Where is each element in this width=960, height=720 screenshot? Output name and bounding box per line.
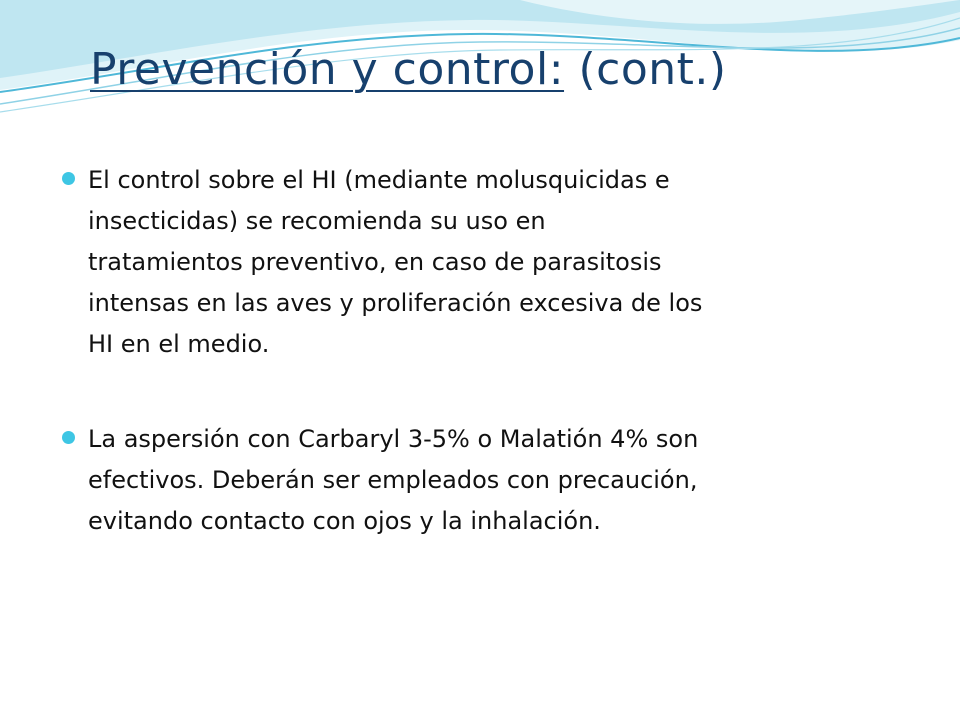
bullet-text-line: intensas en las aves y proliferación excesiva de los: [88, 289, 703, 317]
slide-title: [90, 44, 727, 95]
bullet-text-line: evitando contacto con ojos y la inhalación.: [88, 507, 601, 535]
slide-title-suffix: (cont.): [564, 44, 727, 95]
bullet-text-line: El control sobre el HI (mediante molusquicidas e: [88, 166, 670, 194]
slide-title-main: Prevención y control:: [90, 44, 565, 95]
bullet-text-line: HI en el medio.: [88, 330, 270, 358]
bullet-dot-icon: [62, 172, 75, 185]
bullet-dot-icon: [62, 431, 75, 444]
bullet-list: [60, 160, 920, 542]
bullet-text-line: insecticidas) se recomienda su uso en: [88, 207, 546, 235]
bullet-text-line: tratamientos preventivo, en caso de parasitosis: [88, 248, 662, 276]
bullet-text-line: La aspersión con Carbaryl 3-5% o Malatión 4% son: [88, 425, 699, 453]
bullet-text-line: efectivos. Deberán ser empleados con precaución,: [88, 466, 698, 494]
bullet-item: [60, 419, 920, 542]
bullet-item: [60, 160, 920, 365]
